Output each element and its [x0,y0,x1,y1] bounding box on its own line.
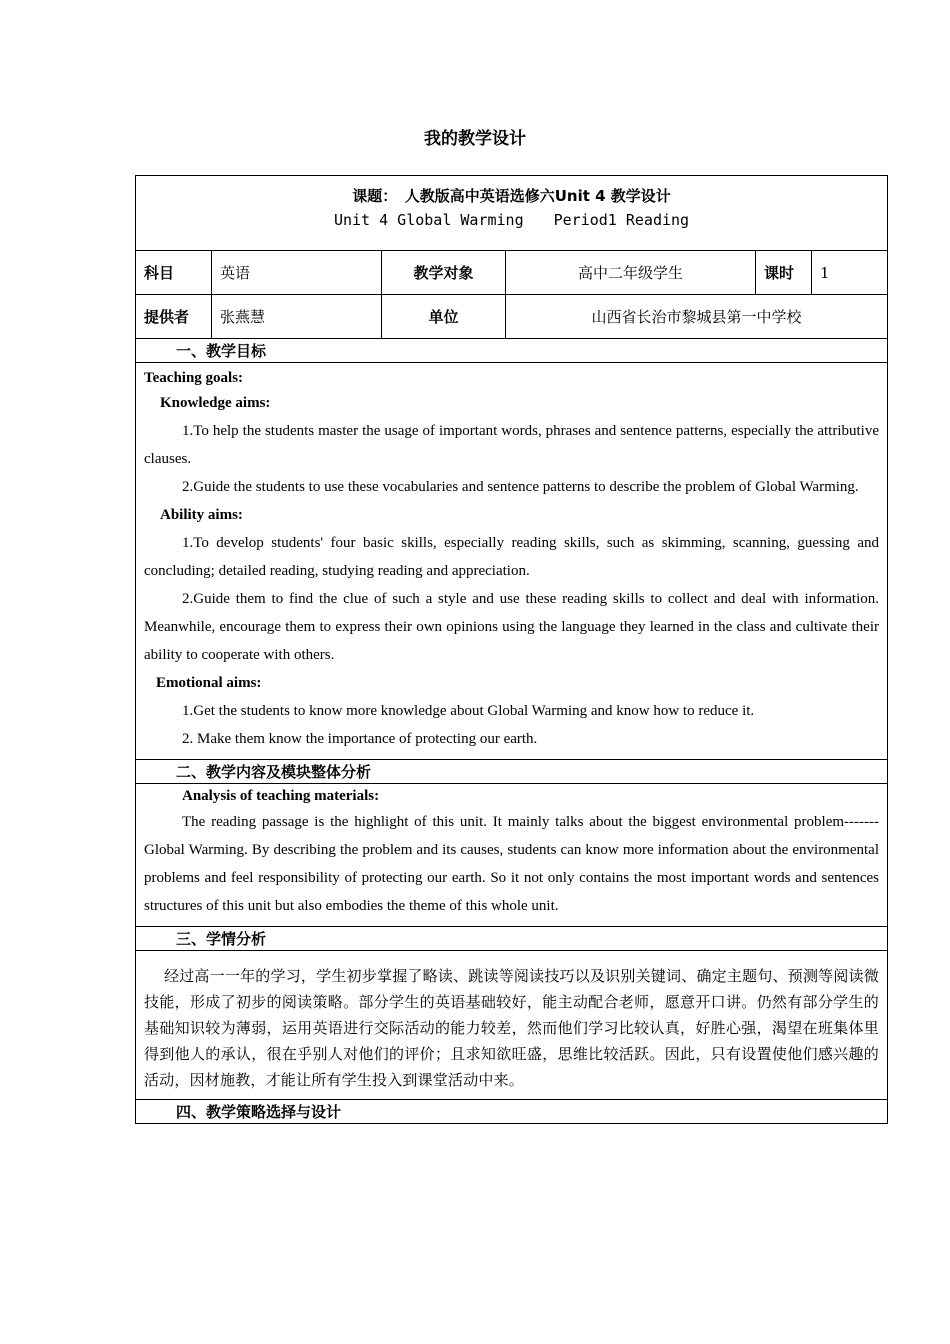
goals-content [136,363,888,760]
subject-value: 英语 [212,251,382,295]
lesson-plan-table [135,175,888,1124]
info-row-subject [136,251,888,295]
students-analysis-content [136,951,888,1100]
ability-aim-1: 1.To develop students' four basic skills, especially reading skills, such as skimming, scanning, guessing and concluding; detailed reading, studying reading and appreciation. [144,535,880,579]
emotional-aim-2: 2. Make them know the importance of protecting our earth. [182,731,538,747]
section-heading-goals: 一、教学目标 [136,339,888,363]
analysis-content [136,784,888,927]
analysis-title: Analysis of teaching materials: [182,788,380,804]
hours-value: 1 [812,251,888,295]
topic-subtitle: Unit 4 Global Warming Period1 Reading [333,211,690,229]
section-heading-content: 二、教学内容及模块整体分析 [136,760,888,784]
knowledge-aim-1: 1.To help the students master the usage of important words, phrases and sentence patterns, especially the attributive clauses. [144,423,880,467]
topic-title: 课题： 人教版高中英语选修六Unit 4 教学设计 [352,187,671,205]
unit-value: 山西省长治市黎城县第一中学校 [506,295,888,339]
audience-label: 教学对象 [382,251,506,295]
provider-value: 张燕慧 [212,295,382,339]
provider-label: 提供者 [136,295,212,339]
subject-label: 科目 [136,251,212,295]
hours-label: 课时 [756,251,812,295]
section-heading-students: 三、学情分析 [136,927,888,951]
ability-aim-2: 2.Guide them to find the clue of such a style and use these reading skills to collect and deal with information. Meanwhile, encourage them to express their own opinions using the language they learned in the class and cultivate their ability to cooperate with others. [144,591,880,663]
knowledge-aim-2: 2.Guide the students to use these vocabularies and sentence patterns to describe the problem of Global Warming. [182,479,859,495]
emotional-aims-heading: Emotional aims: [156,675,262,691]
unit-label: 单位 [382,295,506,339]
audience-value: 高中二年级学生 [506,251,756,295]
analysis-text: The reading passage is the highlight of this unit. It mainly talks about the biggest environmental problem-------Global Warming. By describing the problem and its causes, students can know more information about the environmental problems and feel responsibility of protecting our earth. So it not only contains the most important words and sentences structures of this unit but also embodies the theme of this whole unit. [144,814,880,914]
topic-cell [136,176,888,251]
ability-aims-heading: Ability aims: [160,507,243,523]
students-analysis-text: 经过高一一年的学习，学生初步掌握了略读、跳读等阅读技巧以及识别关键词、确定主题句、预测等阅读微技能，形成了初步的阅读策略。部分学生的英语基础较好，能主动配合老师，愿意开口讲。仍然有部分学生的基础知识较为薄弱，运用英语进行交际活动的能力较差，然而他们学习比较认真，好胜心强，渴望在班集体里得到他人的承认，很在乎别人对他们的评价；且求知欲旺盛，思维比较活跃。因此，只有设置使他们感兴趣的活动，因材施教，才能让所有学生投入到课堂活动中来。 [144,967,880,1089]
page-title: 我的教学设计 [424,129,526,149]
emotional-aim-1: 1.Get the students to know more knowledge about Global Warming and know how to reduce it. [182,703,755,719]
section-heading-strategy: 四、教学策略选择与设计 [136,1100,888,1124]
knowledge-aims-heading: Knowledge aims: [160,395,271,411]
teaching-goals-heading: Teaching goals: [144,370,244,386]
info-row-provider [136,295,888,339]
